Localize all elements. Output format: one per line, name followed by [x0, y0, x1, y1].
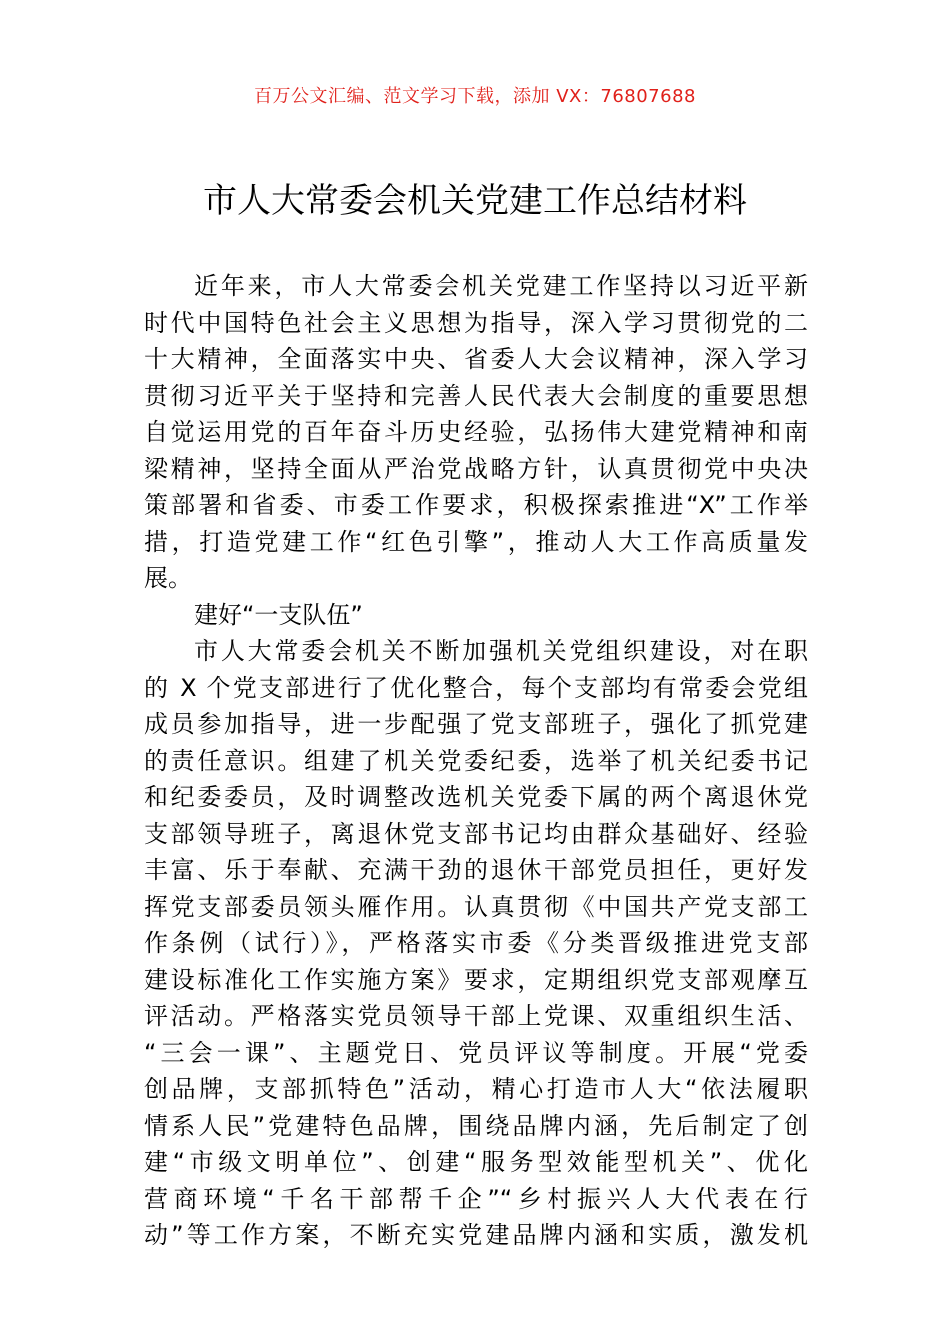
text-line: 梁精神，坚持全面从严治党战略方针，认真贯彻党中央决 [144, 454, 808, 483]
text-line: 营商环境“千名干部帮千企”“乡村振兴人大代表在行 [144, 1184, 808, 1213]
text-line: 挥党支部委员领头雁作用。认真贯彻《中国共产党支部工 [144, 892, 808, 921]
text-line: 市人大常委会机关不断加强机关党组织建设，对在职 [194, 637, 808, 665]
text-line: 的责任意识。组建了机关党委纪委，选举了机关纪委书记 [144, 746, 808, 775]
text-line: 自觉运用党的百年奋斗历史经验，弘扬伟大建党精神和南 [144, 418, 808, 446]
text-line: 措，打造党建工作“红色引擎”，推动人大工作高质量发 [144, 527, 808, 556]
text-line: 情系人民”党建特色品牌，围绕品牌内涵，先后制定了创 [144, 1111, 808, 1140]
text-line: 近年来，市人大常委会机关党建工作坚持以习近平新 [194, 272, 808, 300]
document-body [144, 268, 808, 1254]
text-line: 支部领导班子，离退休党支部书记均由群众基础好、经验 [144, 819, 808, 848]
text-line: 策部署和省委、市委工作要求，积极探索推进“X”工作举 [144, 491, 808, 519]
text-line: “三会一课”、主题党日、党员评议等制度。开展“党委 [144, 1038, 808, 1067]
text-line: 丰富、乐于奉献、充满干劲的退休干部党员担任，更好发 [144, 856, 808, 884]
text-line: 作条例（试行）》，严格落实市委《分类晋级推进党支部 [144, 929, 808, 957]
text-line: 创品牌，支部抓特色”活动，精心打造市人大“依法履职 [144, 1075, 808, 1103]
text-line: 十大精神，全面落实中央、省委人大会议精神，深入学习 [144, 345, 808, 373]
text-line: 贯彻习近平关于坚持和完善人民代表大会制度的重要思想 [144, 381, 808, 410]
text-line: 的 X 个党支部进行了优化整合，每个支部均有常委会党组 [144, 673, 808, 702]
text-line: 展。 [144, 564, 192, 592]
text-line: 动”等工作方案，不断充实党建品牌内涵和实质，激发机 [144, 1221, 808, 1249]
text-line: 和纪委委员，及时调整改选机关党委下属的两个离退休党 [144, 783, 808, 811]
page-title: 市人大常委会机关党建工作总结材料 [203, 181, 747, 221]
text-line: 成员参加指导，进一步配强了党支部班子，强化了抓党建 [144, 710, 808, 738]
text-line: 建设标准化工作实施方案》要求，定期组织党支部观摩互 [144, 965, 808, 994]
header-banner: 百万公文汇编、范文学习下载，添加 VX：76807688 [254, 86, 696, 107]
text-line: 时代中国特色社会主义思想为指导，深入学习贯彻党的二 [144, 308, 808, 337]
text-line: 评活动。严格落实党员领导干部上党课、双重组织生活、 [144, 1002, 808, 1030]
section-heading: 建好“一支队伍” [194, 600, 363, 629]
text-line: 建“市级文明单位”、创建“服务型效能型机关”、优化 [144, 1148, 808, 1176]
